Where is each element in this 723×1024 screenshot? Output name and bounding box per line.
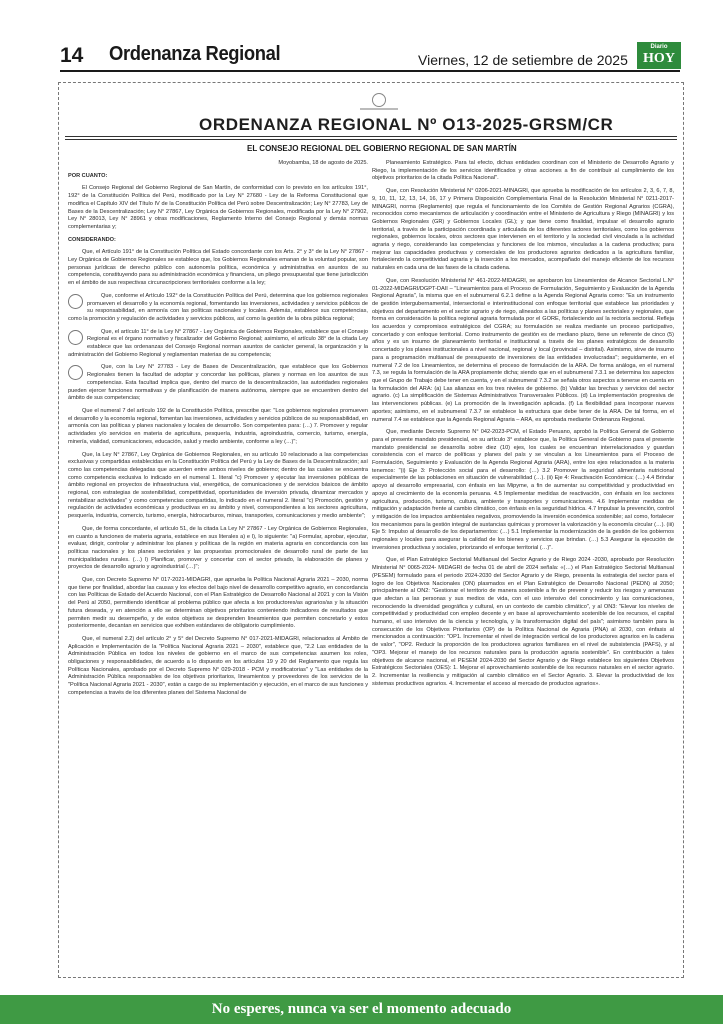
paragraph: [68, 160, 368, 168]
title-divider-bottom: [65, 139, 677, 140]
paragraph-text: Que, con Resolución Ministerial N° 461-2022-MIDAGRI, se aprobaron los Lineamientos de Alcance Sectorial L.N° 01-2022-MIDAGRI/DGPT-DAII – "Lineamientos para el Proceso de Formulación, Seguimiento y Evaluación de la Agenda Regional Agraria", la misma que en el subnumeral 6.2.1 define a la Agenda Regional Agraria como: "Es un instrumento de gestión intergubernamental, intersectorial e interinstitucional con enfoque territorial que establece las prioridades y objetivos del departamento en el sector agrario y de riego, alineados a las políticas y planes sectoriales y regionales, que forma en consideración la política regional agraria formulada por el GORE, fortaleciendo así la rectoría sectorial. Refleja los acuerdos y compromisos estratégicos del CGRA; su formulación se realiza mediante un proceso participativo, concertado y con enfoque territorial. Como instrumento de gestión es de mediano plazo, tiene un referente de cinco (5) años y es un insumo de planeamiento territorial e institucional a través de los planes estratégicos de desarrollo concertado y los planes institucionales a nivel nacional, regional y local (provincial – distrital). Asimismo, sirve de insumo para a programación multianual de presupuesto de inversiones de las entidades involucradas"; seguidamente, en el numeral 7.2 de los Lineamientos, se determina el proceso de formulación de la ARA. De forma análoga, en el numeral 7.3, se regula la formulación de la ARA propiamente dicha; siendo que en el subnumeral 7.3.1 se determina los aspectos que el Grupo de Trabajo debe tener en cuenta, y en el subnumeral 7.3.2 se señala otros aspectos a tenerse en cuenta en la formulación del ARA: (a) Las alianzas en los tres niveles de gobierno. (b) Validar las brechas y servicios del sector agrario. (c) La simplificación de Sistemas Administrativos Transversales Públicos. (d) La implementación progresiva de las intervenciones públicas. (e) La promoción de la investigación aplicada. (f) La flexibilidad para incorporar nuevos aportes; asimismo, en el subnumeral 7.3.7 se establece la estructura que debe tener de la ARA. De tal forma, en el numeral 7.4 se establece que la Agenda Regional Agraria – ARA, es aprobada mediante Ordenanza Regional.: [372, 277, 674, 423]
paragraph-text: Que, la Ley N° 27867, Ley Orgánica de Gobiernos Regionales, en su artículo 10 relacionado a las competencias exclusivas y compartidas establecidas en la Constitución Política del Perú y la Ley de Bases de la Descentralización; así como las competencias delegadas que acuerden entre ambos niveles de gobierno; dentro de las cuales se encuentra como competencia exclusiva lo indicado en el numeral 1. literal "c) Promover y ejecutar las inversiones públicas de ámbito regional en proyectos de infraestructura vial, energética, de comunicaciones y de servicios básicos de ámbito regional, con estrategias de sostenibilidad, competitividad, oportunidades de inversión privada, dinamizar mercados y rentabilizar actividades" y como competencias compartidas, lo indicado en el numeral 2. literal "c) Promoción, gestión y regulación de actividades económicas y productivas en su ámbito y nivel, correspondientes a los sectores agricultura, pesquería, industria, comercio, turismo, energía, hidrocarburos, minas, transportes, comunicaciones y medio ambiente";: [68, 451, 368, 520]
paragraph-text: Que, con Decreto Supremo N° 017-2021-MIDAGRI, que aprueba la Política Nacional Agraria 2021 – 2030, norma que tiene por finalidad, abordar las causas y los efectos del bajo nivel de desarrollo competitivo agrario, en concordancia con las Políticas de Estado del Acuerdo Nacional, con el Plan Estratégico de Desarrollo Nacional al 2021 y con la Visión del Perú al 2050, permitiendo identificar al problema público que afecta a los productores/as agrarios/as y la situación futura deseada, y en atención a ello se determinan objetivos prioritarios conteniendo indicadores de resultados que permiten medir su desempeño, y de estos objetivos se desprenden lineamientos que permiten concretarlo y estos posteriormente, decantan en servicios que exhiben estándares de obligatorio cumplimiento.: [68, 577, 368, 630]
paragraph: [372, 429, 674, 552]
paragraph-text: Que, el numeral 2.2) del artículo 2° y 5° del Decreto Supremo N° 017-2021-MIDAGRI, relacionados al Ámbito de Aplicación e Implementación de la "Política Nacional Agraria 2021 – 2030", establece que, "2.2 Las entidades de la Administración Pública en todos los niveles de gobierno en el marco de sus competencias asumen los roles, obligaciones y responsabilidades, de acuerdo a lo dispuesto en los artículos 19 y 20 del Reglamento que regula las Políticas Nacionales, aprobado por el Decreto Supremo N° 029-2018 - PCM y modificatorias" y "Las entidades de la Administración Pública responsables de los objetivos prioritarios, lineamientos y proveedores de los servicios de la "Política Nacional Agraria 2021 - 2030", están a cargo de su implementación y ejecución, en el marco de sus funciones y competencias a través de los diferentes planes del Sistema Nacional de: [68, 635, 368, 696]
paragraph-text: Que, con la Ley N° 27783 - Ley de Bases de Descentralización, que establece que los Gobiernos Regionales tienen la facultad de adoptar y concordar las políticas, planes y normas en los asuntos de sus competencias. Esta facultad implica que, dentro del marco de la descentralización, las autoridades regionales pueden ejercer funciones normativas y de planificación de manera autónoma, siempre que se encuentren dentro del ámbito de sus competencias;: [68, 364, 368, 402]
paragraph-text: Que, con Resolución Ministerial N° 0206-2021-MINAGRI, que aprueba la modificación de los artículos 2, 3, 6, 7, 8, 9, 10, 11, 12, 13, 14, 16, 17 y Primera Disposición Complementaria Final de la Resolución Ministerial N° 0211-2017-MINAGRI, norma (Reglamento) que regula el funcionamiento de los Comités de Gestión Regional Agrarios (CGRA), reconocidos como mecanismos de articulación y coordinación entre el Ministerio de Agricultura y Riego (MINAGRI) y los Gobiernos Regionales (GR) y Gobiernos Locales (GL); y que tiene como finalidad, impulsar el desarrollo agrario territorial, a través de la participación coordinada y articulada de los diferentes actores territoriales, como los gobiernos regionales, gobiernos locales, otros sectores que intervienen en el territorio y la sociedad civil vinculada a la actividad agraria y riego, considerando las competencias y funciones de los mismos, vinculadas a la cadena productiva; para mejorar las capacidades productivas y comerciales de los productores agrarios dedicados a la agricultura familiar, fortaleciendo la competitividad agraria y la inserción a los mercados, acompañado del manejo eficiente de los recursos naturales en cada una de las fases de la citada cadena.: [372, 188, 674, 272]
section-title: Ordenanza Regional: [109, 43, 281, 65]
paragraph: [372, 278, 674, 424]
paragraph-text: CONSIDERANDO:: [68, 236, 116, 243]
ordinance-subtitle: EL CONSEJO REGIONAL DEL GOBIERNO REGIONAL DE SAN MARTÍN: [247, 144, 517, 153]
footer-tagline: No esperes, nunca va ser el momento adecuado: [211, 1001, 512, 1017]
paragraph: [68, 526, 368, 572]
paragraph: [68, 364, 368, 403]
paragraph-text: El Consejo Regional del Gobierno Regional de San Martín, de conformidad con lo previsto en los artículos 191°, 192° de la Constitución Política del Perú, modificado por la Ley N° 27680 - Ley de la Reforma Constitucional que modifica el Capítulo XIV del Título IV de la Constitución Política del Perú sobre Descentralización; Ley N° 27783, Ley de Bases de la Descentralización; Ley N° 27867, Ley Orgánica de Gobiernos Regionales, modificada por la Ley N° 27902, Ley N° 28013, Ley N° 28961 y otras modificaciones, Reglamento Interno del Consejo Regional y demás normas complementarias y;: [68, 185, 368, 230]
ordinance-title: ORDENANZA REGIONAL Nº O13-2025-GRSM/CR: [199, 115, 614, 134]
seal-caption-line: [360, 108, 398, 110]
paragraph: [68, 577, 368, 631]
paragraph-text: Que, el artículo 11° de la Ley N° 27867 - Ley Orgánica de Gobiernos Regionales, establece que el Consejo Regional es el órgano normativo y fiscalizador del Gobierno Regional; asimismo, el artículo 38° de la citada Ley establece que las ordenanzas del Consejo Regional norman asuntos de carácter general, la organización y la administración del Gobierno Regional y reglamentan materias de su competencia;: [68, 328, 368, 358]
logo-hoy-text: HOY: [643, 51, 675, 66]
paragraph: [68, 293, 368, 324]
paragraph-text: Que, mediante Decreto Supremo N° 042-2023-PCM, el Estado Peruano, aprobó la Política General de Gobierno para el presente mandato presidencial, en su artículo 3° establece que, la Política General de Gobierno para el presente mandato presidencial se desarrolla sobre diez (10) ejes, los cuales se encuentran interrelacionados y guardan consistencia con el marco de políticas y planes del país y se vinculan a los Lineamientos para el Proceso de Formulación, Seguimiento y Evaluación de la Agenda Regional Agraria (ARA), entre los ejes relacionados a la materia tenemos: "(i) Eje 3: Protección social para el desarrollo: (…) 3.2 Promover la seguridad alimentaria nutricional especialmente de las poblaciones en situación de vulnerabilidad (…). (ii) Eje 4: Reactivación Económica: (…) 4.4 Brindar apoyo al desarrollo empresarial, con énfasis en las Mipyme, a fin de aumentar su competitividad y productividad en apoyo al crecimiento de la economía peruana. 4.5 Implementar medidas de reactivación, con énfasis en los sectores agricultura, producción, turismo, cultura, ambiente y transportes y comunicaciones. 4.6 Implementar medidas de mitigación y adaptación frente al cambio climático, con énfasis en la seguridad hídrica. 4.7 Impulsar la prevención, control y mitigación de los impactos ambientales negativos, promoviendo la inversión económica sostenible; así como, fortalecer los mecanismos para la gestión integral de sustancias químicas y promover la valorización y la economía circular (…). (iii) Eje 5: Impulso al desarrollo de los departamentos: (…) 5.1 Implementar la modernización de la gestión de los gobiernos regionales y locales para asegurar la calidad de los bienes y servicios que brindan. (…) 5.3 Asegurar la ejecución de inversiones productivas y sociales, priorizando el enfoque territorial (…)".: [372, 429, 674, 551]
paragraph: [68, 185, 368, 231]
paragraph: [68, 636, 368, 698]
paragraph: [372, 557, 674, 688]
right-text-column: [372, 160, 674, 965]
paragraph-text: Que el numeral 7 del artículo 192 de la Constitución Política, prescribe que: "Los gobiernos regionales promueven el desarrollo y la economía regional, fomentan las inversiones, actividades y servicios públicos de su responsabilidad, en armonía con las políticas y planes nacionales y locales de desarrollo. Son competentes para: (…) 7. Promover y regular actividades y/o servicios en materia de agricultura, pesquería, industria, agroindustria, comercio, turismo, energía, minería, vialidad, comunicaciones, educación, salud y medio ambiente, conforme a ley (…)";: [68, 407, 368, 445]
publication-date: Viernes, 12 de setiembre de 2025: [418, 52, 628, 68]
signature-stamp-icon: [68, 330, 83, 345]
paragraph: [68, 329, 368, 360]
left-text-column: [68, 160, 368, 965]
paragraph: [372, 188, 674, 273]
footer-banner: [0, 995, 723, 1024]
paragraph-text: Que, conforme el Artículo 192° de la Constitución Política del Perú, determina que los gobiernos regionales promueven el desarrollo y la economía regional, fomentando las inversiones, actividades y servicios públicos de su responsabilidad, en armonía con las políticas nacionales y locales. Además, establece sus competencias, como la promoción y regulación de actividades y servicios públicos, así como la gestión de la obra pública regional;: [68, 292, 368, 322]
page-number: 14: [60, 44, 84, 67]
paragraph-text: Moyobamba, 18 de agosto de 2025.: [278, 160, 368, 166]
paragraph-text: Que, de forma concordante, el artículo 51, de la citada La Ley N° 27867 - Ley Orgánica de Gobiernos Regionales, en cuanto a funciones de materia agraria, establece en sus literales a) e l), lo siguiente: "a) Formular, aprobar, ejecutar, evaluar, dirigir, controlar y administrar los planes y políticas de la región en materia agraria en concordancia con las políticas nacionales y los planes sectoriales y las propuestas promocionales de desarrollo rural de parte de las municipalidades rurales. (…) l) Planificar, promover y concertar con el sector privado, la elaboración de planes y proyectos de desarrollo agrario y agroindustrial (…)";: [68, 525, 368, 571]
paragraph: [68, 249, 368, 288]
paragraph-text: Que, el Artículo 191° de la Constitución Política del Estado concordante con los Arts. 2° y 3° de la Ley N° 27867 - Ley Orgánica de Gobiernos Regionales se establece que, los Gobiernos Regionales emanan de la voluntad popular, son personas jurídicas de derecho público con autonomía política, económica y administrativa en asuntos de su competencia, constituyendo para su administración económica y financiera, un pliego presupuestal que tiene jurisdicción en el ámbito de sus respectivas circunscripciones territoriales conforme a la ley;: [68, 249, 368, 287]
newspaper-logo[interactable]: [637, 42, 681, 69]
header-divider: [60, 70, 680, 72]
logo-diario-text: Diario: [650, 44, 668, 50]
section-heading: [68, 237, 368, 245]
paragraph-text: POR CUANTO:: [68, 172, 108, 179]
paragraph-text: Planeamiento Estratégico. Para tal efecto, dichas entidades coordinan con el Ministerio de Desarrollo Agrario y Riego, la implementación de los servicios identificados y otras acciones a fin de contribuir al cumplimiento de los objetivos prioritarios de la citada Política Nacional".: [372, 160, 674, 182]
signature-stamp-icon: [68, 365, 83, 380]
paragraph: [68, 452, 368, 521]
section-heading: [68, 173, 368, 181]
paragraph: [372, 160, 674, 183]
title-divider-top: [65, 136, 677, 137]
paragraph: [68, 408, 368, 447]
signature-stamp-icon: [68, 294, 83, 309]
paragraph-text: Que, el Plan Estratégico Sectorial Multianual del Sector Agrario y de Riego 2024 -2030, aprobado por Resolución Ministerial N° 0065-2024- MIDAGRI de fecha 01 de abril de 2024 señala: «(…) el Plan Estratégico Sectorial Multianual (PESEM) formulado para el periodo 2024-2030 del Sector Agrario y de Riego, presenta la estrategia del sector para el logro de los Objetivos Nacionales (ON) plasmados en el Plan Estratégico de Desarrollo Nacional (PEDN) al 2050; principalmente al ON2: "Gestionar el territorio de manera sostenible a fin de prevenir y reducir los riesgos y amenazas que afectan a las personas y sus medios de vida, con el uso intensivo del conocimiento y las comunicaciones, reconociendo la diversidad geográfica y cultural, en un contexto de cambio climático", y al ON3: "Elevar los niveles de competitividad y productividad con empleo decente y en base al aprovechamiento sostenible de los recursos, el capital humano, el uso intensivo de la ciencia y tecnología, y la transformación digital del país"; asimismo también para la consecución de los Objetivos Prioritarios (OP) de la Política Nacional de Agraria (PNA) al 2030, con énfasis al mencionados a continuación: "OP1. Incrementar el nivel de integración vertical de los productores agrarios en la cadena de valor", "OP2. Reducir la proporción de los productores agrarios familiares en el nivel de subsistencia (PAFS), y al "OP3. Mejorar el manejo de los recursos naturales para la producción agraria sostenible". En contribución a tales objetivos de alcance nacional, el PESEM 2024-2030 del Sector Agrario y de Riego establece los siguientes Objetivos Estratégicos Sectoriales (OES): 1. Mejorar el aprovechamiento sostenible de los recursos naturales en el sector agrario. 2. Incrementar la resiliencia y mitigación al cambio climático en el Sector Agrario. 3. Elevar la productividad de los sistemas productivos agrarios. 4. Incrementar el acceso al mercado de productos agrarios».: [372, 557, 674, 687]
page-header: [0, 0, 723, 75]
regional-seal-icon: [372, 93, 386, 107]
